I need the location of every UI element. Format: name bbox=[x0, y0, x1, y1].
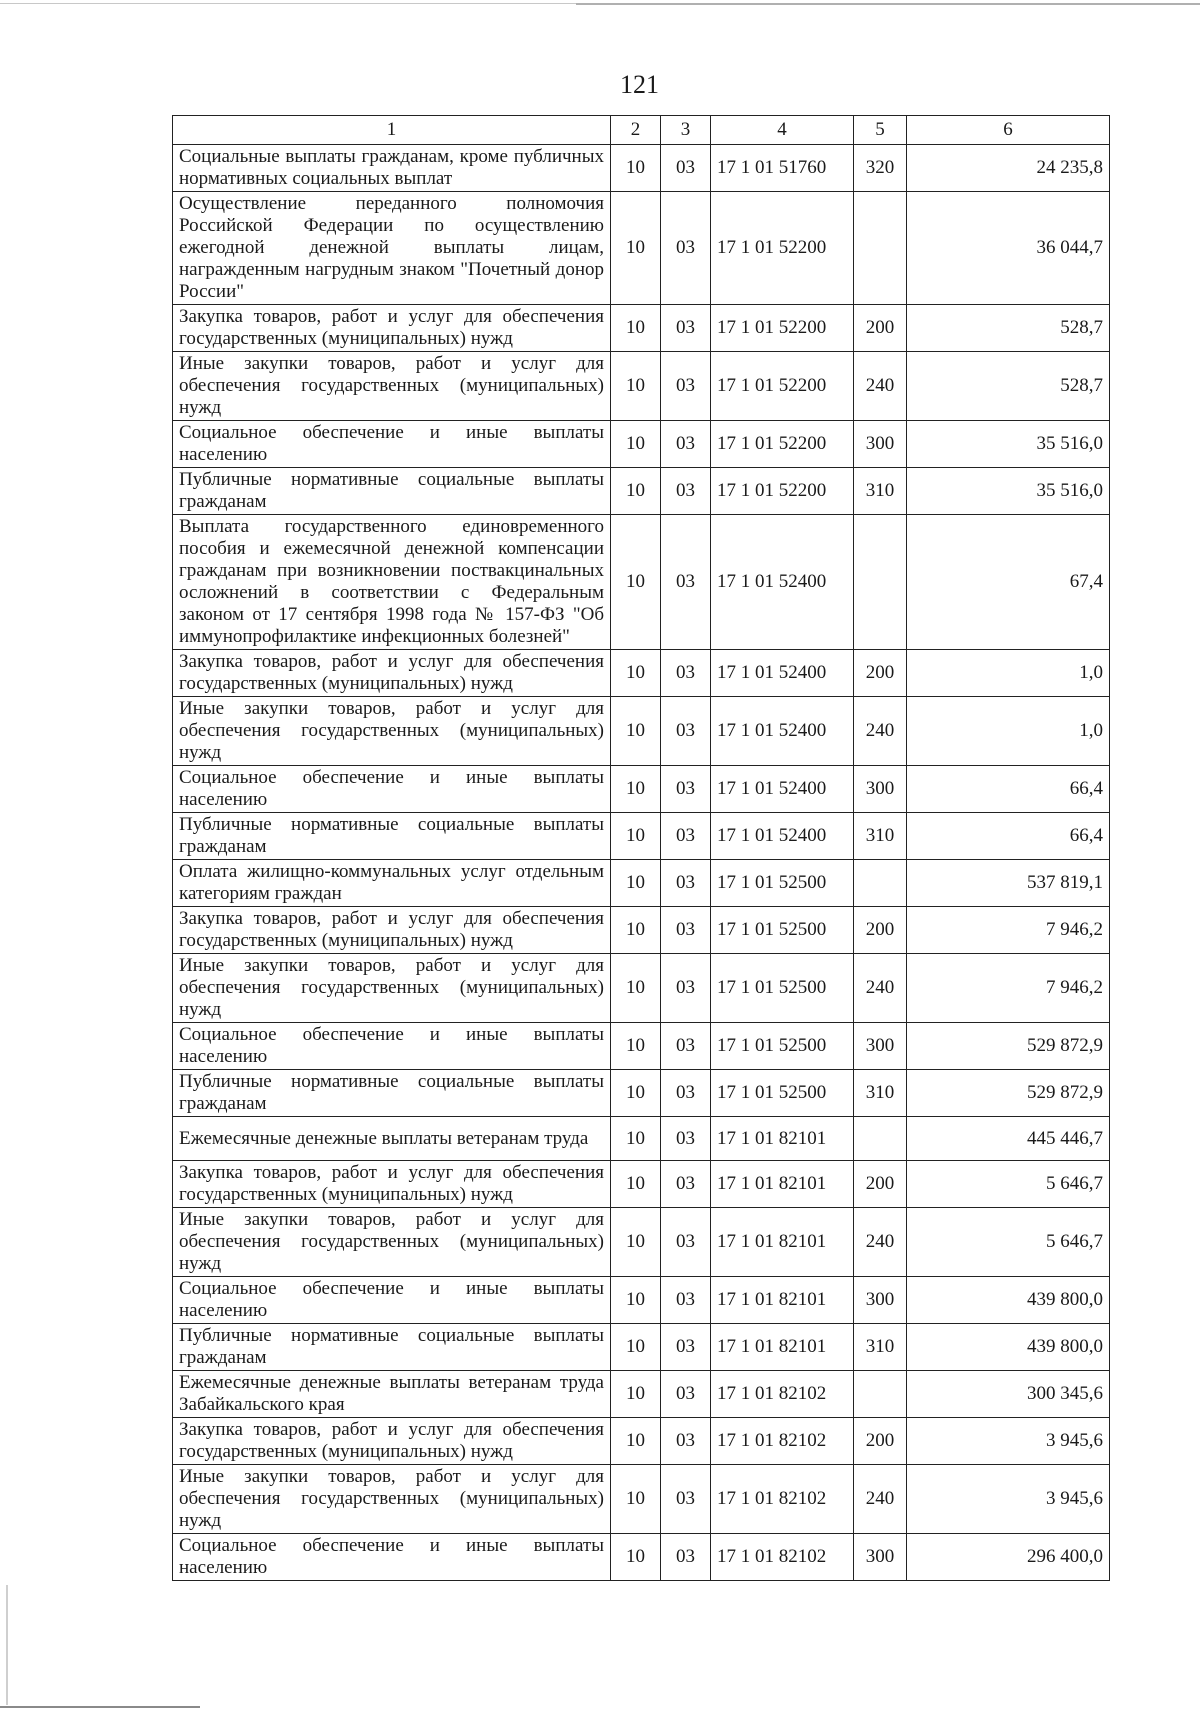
row-name-cell: Ежемесячные денежные выплаты ветеранам труда bbox=[173, 1117, 611, 1161]
row-subsection-cell: 03 bbox=[661, 421, 711, 468]
row-amount-cell: 66,4 bbox=[907, 766, 1110, 813]
row-subsection-cell: 03 bbox=[661, 515, 711, 650]
row-name-cell: Ежемесячные денежные выплаты ветеранам труда Забайкальского края bbox=[173, 1371, 611, 1418]
row-subsection-cell: 03 bbox=[661, 1371, 711, 1418]
row-amount-cell: 439 800,0 bbox=[907, 1324, 1110, 1371]
row-amount-cell: 3 945,6 bbox=[907, 1465, 1110, 1534]
row-section-cell: 10 bbox=[611, 1070, 661, 1117]
budget-table bbox=[172, 115, 1110, 1581]
row-amount-cell: 66,4 bbox=[907, 813, 1110, 860]
row-section-cell: 10 bbox=[611, 352, 661, 421]
table-row bbox=[173, 1023, 1110, 1070]
row-target-article-cell: 17 1 01 52400 bbox=[711, 813, 854, 860]
row-section-cell: 10 bbox=[611, 766, 661, 813]
row-subsection-cell: 03 bbox=[661, 860, 711, 907]
row-target-article-cell: 17 1 01 52500 bbox=[711, 860, 854, 907]
row-expense-type-cell: 200 bbox=[854, 1418, 907, 1465]
row-subsection-cell: 03 bbox=[661, 1277, 711, 1324]
row-amount-cell: 529 872,9 bbox=[907, 1023, 1110, 1070]
table-row bbox=[173, 1534, 1110, 1581]
row-amount-cell: 5 646,7 bbox=[907, 1161, 1110, 1208]
row-amount-cell: 7 946,2 bbox=[907, 907, 1110, 954]
header-cell: 1 bbox=[173, 116, 611, 145]
row-subsection-cell: 03 bbox=[661, 1208, 711, 1277]
row-section-cell: 10 bbox=[611, 954, 661, 1023]
row-subsection-cell: 03 bbox=[661, 305, 711, 352]
row-name-cell: Социальное обеспечение и иные выплаты населению bbox=[173, 1534, 611, 1581]
row-expense-type-cell: 310 bbox=[854, 1324, 907, 1371]
table-row bbox=[173, 907, 1110, 954]
table-row bbox=[173, 1117, 1110, 1161]
row-subsection-cell: 03 bbox=[661, 192, 711, 305]
row-subsection-cell: 03 bbox=[661, 813, 711, 860]
row-subsection-cell: 03 bbox=[661, 145, 711, 192]
row-target-article-cell: 17 1 01 82102 bbox=[711, 1534, 854, 1581]
table-row bbox=[173, 192, 1110, 305]
header-cell: 6 bbox=[907, 116, 1110, 145]
row-section-cell: 10 bbox=[611, 1534, 661, 1581]
table-row bbox=[173, 860, 1110, 907]
row-expense-type-cell: 320 bbox=[854, 145, 907, 192]
row-expense-type-cell: 200 bbox=[854, 1161, 907, 1208]
row-expense-type-cell bbox=[854, 860, 907, 907]
row-subsection-cell: 03 bbox=[661, 1070, 711, 1117]
row-amount-cell: 35 516,0 bbox=[907, 421, 1110, 468]
table-row bbox=[173, 813, 1110, 860]
row-target-article-cell: 17 1 01 52400 bbox=[711, 766, 854, 813]
row-section-cell: 10 bbox=[611, 1161, 661, 1208]
table-row bbox=[173, 1161, 1110, 1208]
table-row bbox=[173, 1208, 1110, 1277]
row-subsection-cell: 03 bbox=[661, 954, 711, 1023]
row-target-article-cell: 17 1 01 82102 bbox=[711, 1465, 854, 1534]
row-target-article-cell: 17 1 01 51760 bbox=[711, 145, 854, 192]
row-subsection-cell: 03 bbox=[661, 468, 711, 515]
row-section-cell: 10 bbox=[611, 1465, 661, 1534]
scan-artifact-line bbox=[0, 3, 580, 4]
row-section-cell: 10 bbox=[611, 907, 661, 954]
row-target-article-cell: 17 1 01 52500 bbox=[711, 907, 854, 954]
row-section-cell: 10 bbox=[611, 515, 661, 650]
row-target-article-cell: 17 1 01 82101 bbox=[711, 1117, 854, 1161]
row-amount-cell: 439 800,0 bbox=[907, 1277, 1110, 1324]
row-name-cell: Закупка товаров, работ и услуг для обеспечения государственных (муниципальных) нужд bbox=[173, 1161, 611, 1208]
row-section-cell: 10 bbox=[611, 1023, 661, 1070]
row-subsection-cell: 03 bbox=[661, 697, 711, 766]
row-name-cell: Осуществление переданного полномочия Российской Федерации по осуществлению ежегодной денежной выплаты лицам, награжденным нагрудным знаком "Почетный донор России" bbox=[173, 192, 611, 305]
row-section-cell: 10 bbox=[611, 1208, 661, 1277]
table-row bbox=[173, 145, 1110, 192]
row-name-cell: Социальное обеспечение и иные выплаты населению bbox=[173, 1277, 611, 1324]
row-name-cell: Иные закупки товаров, работ и услуг для обеспечения государственных (муниципальных) нужд bbox=[173, 352, 611, 421]
row-amount-cell: 529 872,9 bbox=[907, 1070, 1110, 1117]
row-subsection-cell: 03 bbox=[661, 1023, 711, 1070]
row-amount-cell: 296 400,0 bbox=[907, 1534, 1110, 1581]
row-section-cell: 10 bbox=[611, 1117, 661, 1161]
row-expense-type-cell: 310 bbox=[854, 1070, 907, 1117]
row-target-article-cell: 17 1 01 52500 bbox=[711, 1070, 854, 1117]
row-expense-type-cell: 200 bbox=[854, 907, 907, 954]
table-row bbox=[173, 352, 1110, 421]
row-amount-cell: 67,4 bbox=[907, 515, 1110, 650]
table-row bbox=[173, 1277, 1110, 1324]
table-row bbox=[173, 954, 1110, 1023]
row-section-cell: 10 bbox=[611, 305, 661, 352]
row-section-cell: 10 bbox=[611, 145, 661, 192]
row-section-cell: 10 bbox=[611, 421, 661, 468]
row-name-cell: Социальное обеспечение и иные выплаты населению bbox=[173, 1023, 611, 1070]
row-target-article-cell: 17 1 01 52200 bbox=[711, 468, 854, 515]
row-expense-type-cell: 240 bbox=[854, 1208, 907, 1277]
table-body bbox=[173, 116, 1110, 1581]
row-expense-type-cell: 200 bbox=[854, 305, 907, 352]
row-expense-type-cell bbox=[854, 1371, 907, 1418]
row-name-cell: Публичные нормативные социальные выплаты гражданам bbox=[173, 1070, 611, 1117]
row-subsection-cell: 03 bbox=[661, 766, 711, 813]
row-name-cell: Иные закупки товаров, работ и услуг для обеспечения государственных (муниципальных) нужд bbox=[173, 697, 611, 766]
row-expense-type-cell: 240 bbox=[854, 697, 907, 766]
row-subsection-cell: 03 bbox=[661, 1161, 711, 1208]
table-header-row bbox=[173, 116, 1110, 145]
row-target-article-cell: 17 1 01 52500 bbox=[711, 954, 854, 1023]
table-row bbox=[173, 766, 1110, 813]
row-target-article-cell: 17 1 01 52400 bbox=[711, 650, 854, 697]
row-section-cell: 10 bbox=[611, 813, 661, 860]
row-name-cell: Закупка товаров, работ и услуг для обеспечения государственных (муниципальных) нужд bbox=[173, 305, 611, 352]
row-target-article-cell: 17 1 01 82102 bbox=[711, 1371, 854, 1418]
row-target-article-cell: 17 1 01 52200 bbox=[711, 421, 854, 468]
row-amount-cell: 300 345,6 bbox=[907, 1371, 1110, 1418]
row-target-article-cell: 17 1 01 82101 bbox=[711, 1277, 854, 1324]
row-name-cell: Закупка товаров, работ и услуг для обеспечения государственных (муниципальных) нужд bbox=[173, 650, 611, 697]
table-row bbox=[173, 1418, 1110, 1465]
row-amount-cell: 3 945,6 bbox=[907, 1418, 1110, 1465]
row-section-cell: 10 bbox=[611, 1277, 661, 1324]
row-name-cell: Закупка товаров, работ и услуг для обеспечения государственных (муниципальных) нужд bbox=[173, 1418, 611, 1465]
table-row bbox=[173, 697, 1110, 766]
row-name-cell: Закупка товаров, работ и услуг для обеспечения государственных (муниципальных) нужд bbox=[173, 907, 611, 954]
row-target-article-cell: 17 1 01 82101 bbox=[711, 1161, 854, 1208]
row-section-cell: 10 bbox=[611, 1418, 661, 1465]
row-expense-type-cell: 240 bbox=[854, 352, 907, 421]
row-name-cell: Выплата государственного единовременного пособия и ежемесячной денежной компенсации гражданам при возникновении поствакцинальных осложнений в соответствии с Федеральным законом от 17 сентября 1998 года № 157-ФЗ "Об иммунопрофилактике инфекционных болезней" bbox=[173, 515, 611, 650]
row-expense-type-cell: 200 bbox=[854, 650, 907, 697]
header-cell: 2 bbox=[611, 116, 661, 145]
row-name-cell: Публичные нормативные социальные выплаты гражданам bbox=[173, 468, 611, 515]
row-expense-type-cell: 300 bbox=[854, 421, 907, 468]
row-expense-type-cell: 300 bbox=[854, 766, 907, 813]
table-row bbox=[173, 1465, 1110, 1534]
row-target-article-cell: 17 1 01 52400 bbox=[711, 697, 854, 766]
scan-artifact-line bbox=[0, 1706, 200, 1708]
row-section-cell: 10 bbox=[611, 697, 661, 766]
row-amount-cell: 35 516,0 bbox=[907, 468, 1110, 515]
row-section-cell: 10 bbox=[611, 1371, 661, 1418]
row-target-article-cell: 17 1 01 52500 bbox=[711, 1023, 854, 1070]
row-target-article-cell: 17 1 01 52200 bbox=[711, 192, 854, 305]
row-target-article-cell: 17 1 01 52200 bbox=[711, 305, 854, 352]
row-name-cell: Иные закупки товаров, работ и услуг для обеспечения государственных (муниципальных) нужд bbox=[173, 1208, 611, 1277]
row-target-article-cell: 17 1 01 82102 bbox=[711, 1418, 854, 1465]
row-expense-type-cell: 310 bbox=[854, 813, 907, 860]
table-row bbox=[173, 1070, 1110, 1117]
row-section-cell: 10 bbox=[611, 650, 661, 697]
row-name-cell: Социальное обеспечение и иные выплаты населению bbox=[173, 766, 611, 813]
table-row bbox=[173, 650, 1110, 697]
row-target-article-cell: 17 1 01 52400 bbox=[711, 515, 854, 650]
row-amount-cell: 1,0 bbox=[907, 650, 1110, 697]
scan-artifact-line bbox=[6, 1585, 8, 1705]
row-subsection-cell: 03 bbox=[661, 1117, 711, 1161]
row-expense-type-cell bbox=[854, 1117, 907, 1161]
row-name-cell: Социальное обеспечение и иные выплаты населению bbox=[173, 421, 611, 468]
row-expense-type-cell bbox=[854, 515, 907, 650]
row-subsection-cell: 03 bbox=[661, 907, 711, 954]
row-subsection-cell: 03 bbox=[661, 1465, 711, 1534]
scan-artifact-line bbox=[576, 3, 1200, 5]
table-row bbox=[173, 305, 1110, 352]
row-name-cell: Иные закупки товаров, работ и услуг для обеспечения государственных (муниципальных) нужд bbox=[173, 1465, 611, 1534]
table-row bbox=[173, 515, 1110, 650]
row-section-cell: 10 bbox=[611, 468, 661, 515]
row-amount-cell: 36 044,7 bbox=[907, 192, 1110, 305]
row-subsection-cell: 03 bbox=[661, 650, 711, 697]
row-section-cell: 10 bbox=[611, 192, 661, 305]
header-cell: 5 bbox=[854, 116, 907, 145]
row-expense-type-cell: 240 bbox=[854, 1465, 907, 1534]
header-cell: 4 bbox=[711, 116, 854, 145]
row-expense-type-cell: 240 bbox=[854, 954, 907, 1023]
row-amount-cell: 1,0 bbox=[907, 697, 1110, 766]
row-name-cell: Публичные нормативные социальные выплаты гражданам bbox=[173, 813, 611, 860]
page-number: 121 bbox=[620, 70, 659, 99]
row-name-cell: Оплата жилищно-коммунальных услуг отдельным категориям граждан bbox=[173, 860, 611, 907]
row-amount-cell: 528,7 bbox=[907, 352, 1110, 421]
row-subsection-cell: 03 bbox=[661, 1418, 711, 1465]
row-name-cell: Социальные выплаты гражданам, кроме публичных нормативных социальных выплат bbox=[173, 145, 611, 192]
table-row bbox=[173, 1371, 1110, 1418]
row-amount-cell: 5 646,7 bbox=[907, 1208, 1110, 1277]
row-amount-cell: 537 819,1 bbox=[907, 860, 1110, 907]
row-expense-type-cell bbox=[854, 192, 907, 305]
row-target-article-cell: 17 1 01 52200 bbox=[711, 352, 854, 421]
table-row bbox=[173, 468, 1110, 515]
row-subsection-cell: 03 bbox=[661, 1324, 711, 1371]
row-section-cell: 10 bbox=[611, 1324, 661, 1371]
row-subsection-cell: 03 bbox=[661, 352, 711, 421]
row-subsection-cell: 03 bbox=[661, 1534, 711, 1581]
row-amount-cell: 528,7 bbox=[907, 305, 1110, 352]
row-name-cell: Иные закупки товаров, работ и услуг для обеспечения государственных (муниципальных) нужд bbox=[173, 954, 611, 1023]
row-amount-cell: 7 946,2 bbox=[907, 954, 1110, 1023]
row-expense-type-cell: 300 bbox=[854, 1023, 907, 1070]
row-name-cell: Публичные нормативные социальные выплаты гражданам bbox=[173, 1324, 611, 1371]
row-section-cell: 10 bbox=[611, 860, 661, 907]
row-amount-cell: 24 235,8 bbox=[907, 145, 1110, 192]
row-expense-type-cell: 310 bbox=[854, 468, 907, 515]
table-row bbox=[173, 421, 1110, 468]
row-amount-cell: 445 446,7 bbox=[907, 1117, 1110, 1161]
row-expense-type-cell: 300 bbox=[854, 1534, 907, 1581]
header-cell: 3 bbox=[661, 116, 711, 145]
row-target-article-cell: 17 1 01 82101 bbox=[711, 1324, 854, 1371]
row-target-article-cell: 17 1 01 82101 bbox=[711, 1208, 854, 1277]
table-row bbox=[173, 1324, 1110, 1371]
row-expense-type-cell: 300 bbox=[854, 1277, 907, 1324]
